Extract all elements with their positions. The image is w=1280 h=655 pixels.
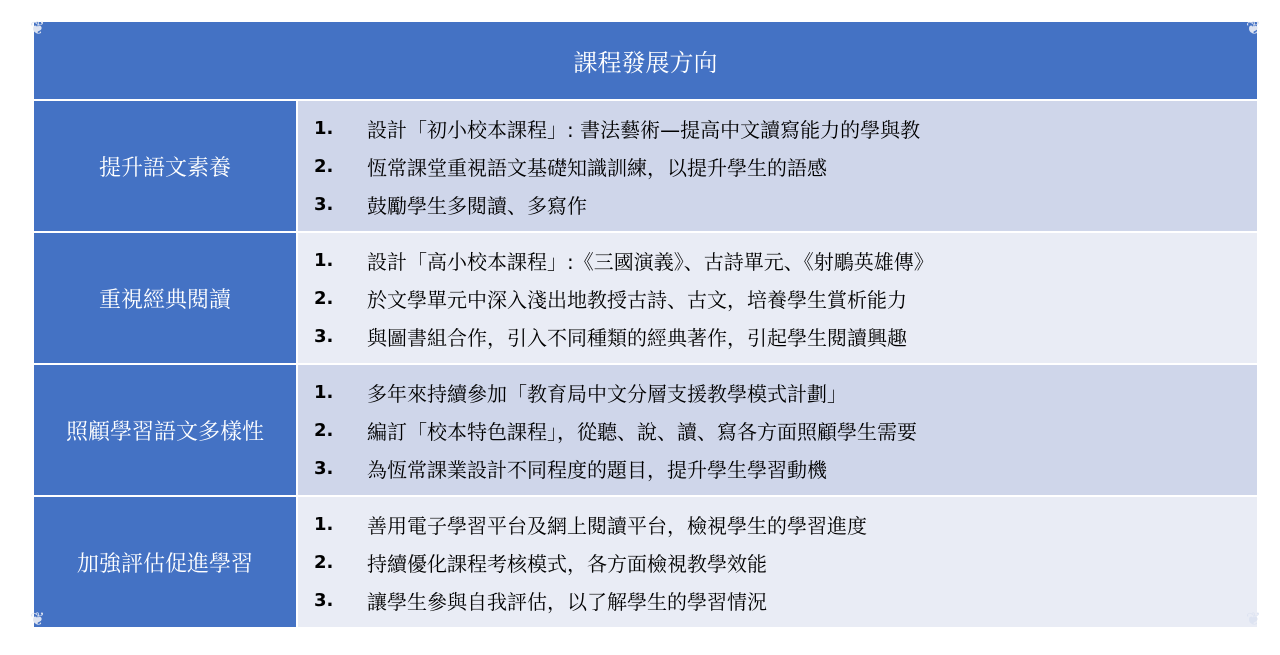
row-category: 重視經典閱讀 <box>34 233 298 363</box>
list-item <box>314 317 1257 355</box>
row-category: 加強評估促進學習 <box>34 497 298 627</box>
item-text: 善用電子學習平台及網上閱讀平台，檢視學生的學習進度 <box>367 513 867 538</box>
item-number: 2. <box>314 419 334 441</box>
row-items <box>298 101 1257 231</box>
item-text: 多年來持續參加「教育局中文分層支援教學模式計劃」 <box>367 381 847 406</box>
item-text: 恆常課堂重視語文基礎知識訓練，以提升學生的語感 <box>367 155 827 180</box>
item-number: 1. <box>314 381 334 403</box>
list-item <box>314 449 1257 487</box>
item-number: 1. <box>314 513 334 535</box>
item-number: 3. <box>314 325 334 347</box>
item-number: 3. <box>314 457 334 479</box>
corner-flourish-icon: ❦ <box>30 18 46 39</box>
table-row-2 <box>34 233 1257 365</box>
row-category: 照顧學習語文多樣性 <box>34 365 298 495</box>
item-text: 設計「高小校本課程」:《三國演義》、古詩單元、《射鵰英雄傳》 <box>367 249 934 274</box>
item-text: 於文學單元中深入淺出地教授古詩、古文，培養學生賞析能力 <box>367 287 907 312</box>
list-item <box>314 543 1257 581</box>
item-number: 2. <box>314 287 334 309</box>
item-number: 3. <box>314 589 334 611</box>
corner-flourish-icon: ❦ <box>30 609 46 630</box>
table-header <box>34 22 1257 101</box>
item-text: 讓學生參與自我評估，以了解學生的學習情況 <box>367 589 767 614</box>
item-number: 1. <box>314 249 334 271</box>
list-item <box>314 279 1257 317</box>
list-item <box>314 581 1257 619</box>
row-category: 提升語文素養 <box>34 101 298 231</box>
list-item <box>314 185 1257 223</box>
corner-flourish-icon: ❦ <box>1245 609 1261 630</box>
corner-flourish-icon: ❦ <box>1245 18 1261 39</box>
list-item <box>314 109 1257 147</box>
row-items <box>298 233 1257 363</box>
item-text: 與圖書組合作，引入不同種類的經典著作，引起學生閱讀興趣 <box>367 325 907 350</box>
item-text: 設計「初小校本課程」: 書法藝術—提高中文讀寫能力的學與教 <box>367 117 921 142</box>
list-item <box>314 147 1257 185</box>
list-item <box>314 241 1257 279</box>
item-number: 1. <box>314 117 334 139</box>
table-row-3 <box>34 365 1257 497</box>
table-title: 課程發展方向 <box>573 49 718 77</box>
item-text: 為恆常課業設計不同程度的題目，提升學生學習動機 <box>367 457 827 482</box>
curriculum-table <box>30 18 1261 630</box>
item-text: 編訂「校本特色課程」，從聽、說、讀、寫各方面照顧學生需要 <box>367 419 917 444</box>
table-row-1 <box>34 101 1257 233</box>
row-items <box>298 365 1257 495</box>
item-number: 2. <box>314 551 334 573</box>
list-item <box>314 373 1257 411</box>
row-items <box>298 497 1257 627</box>
item-text: 持續優化課程考核模式，各方面檢視教學效能 <box>367 551 767 576</box>
item-text: 鼓勵學生多閱讀、多寫作 <box>367 193 587 218</box>
item-number: 3. <box>314 193 334 215</box>
list-item <box>314 411 1257 449</box>
table-row-4 <box>34 497 1257 629</box>
list-item <box>314 505 1257 543</box>
item-number: 2. <box>314 155 334 177</box>
